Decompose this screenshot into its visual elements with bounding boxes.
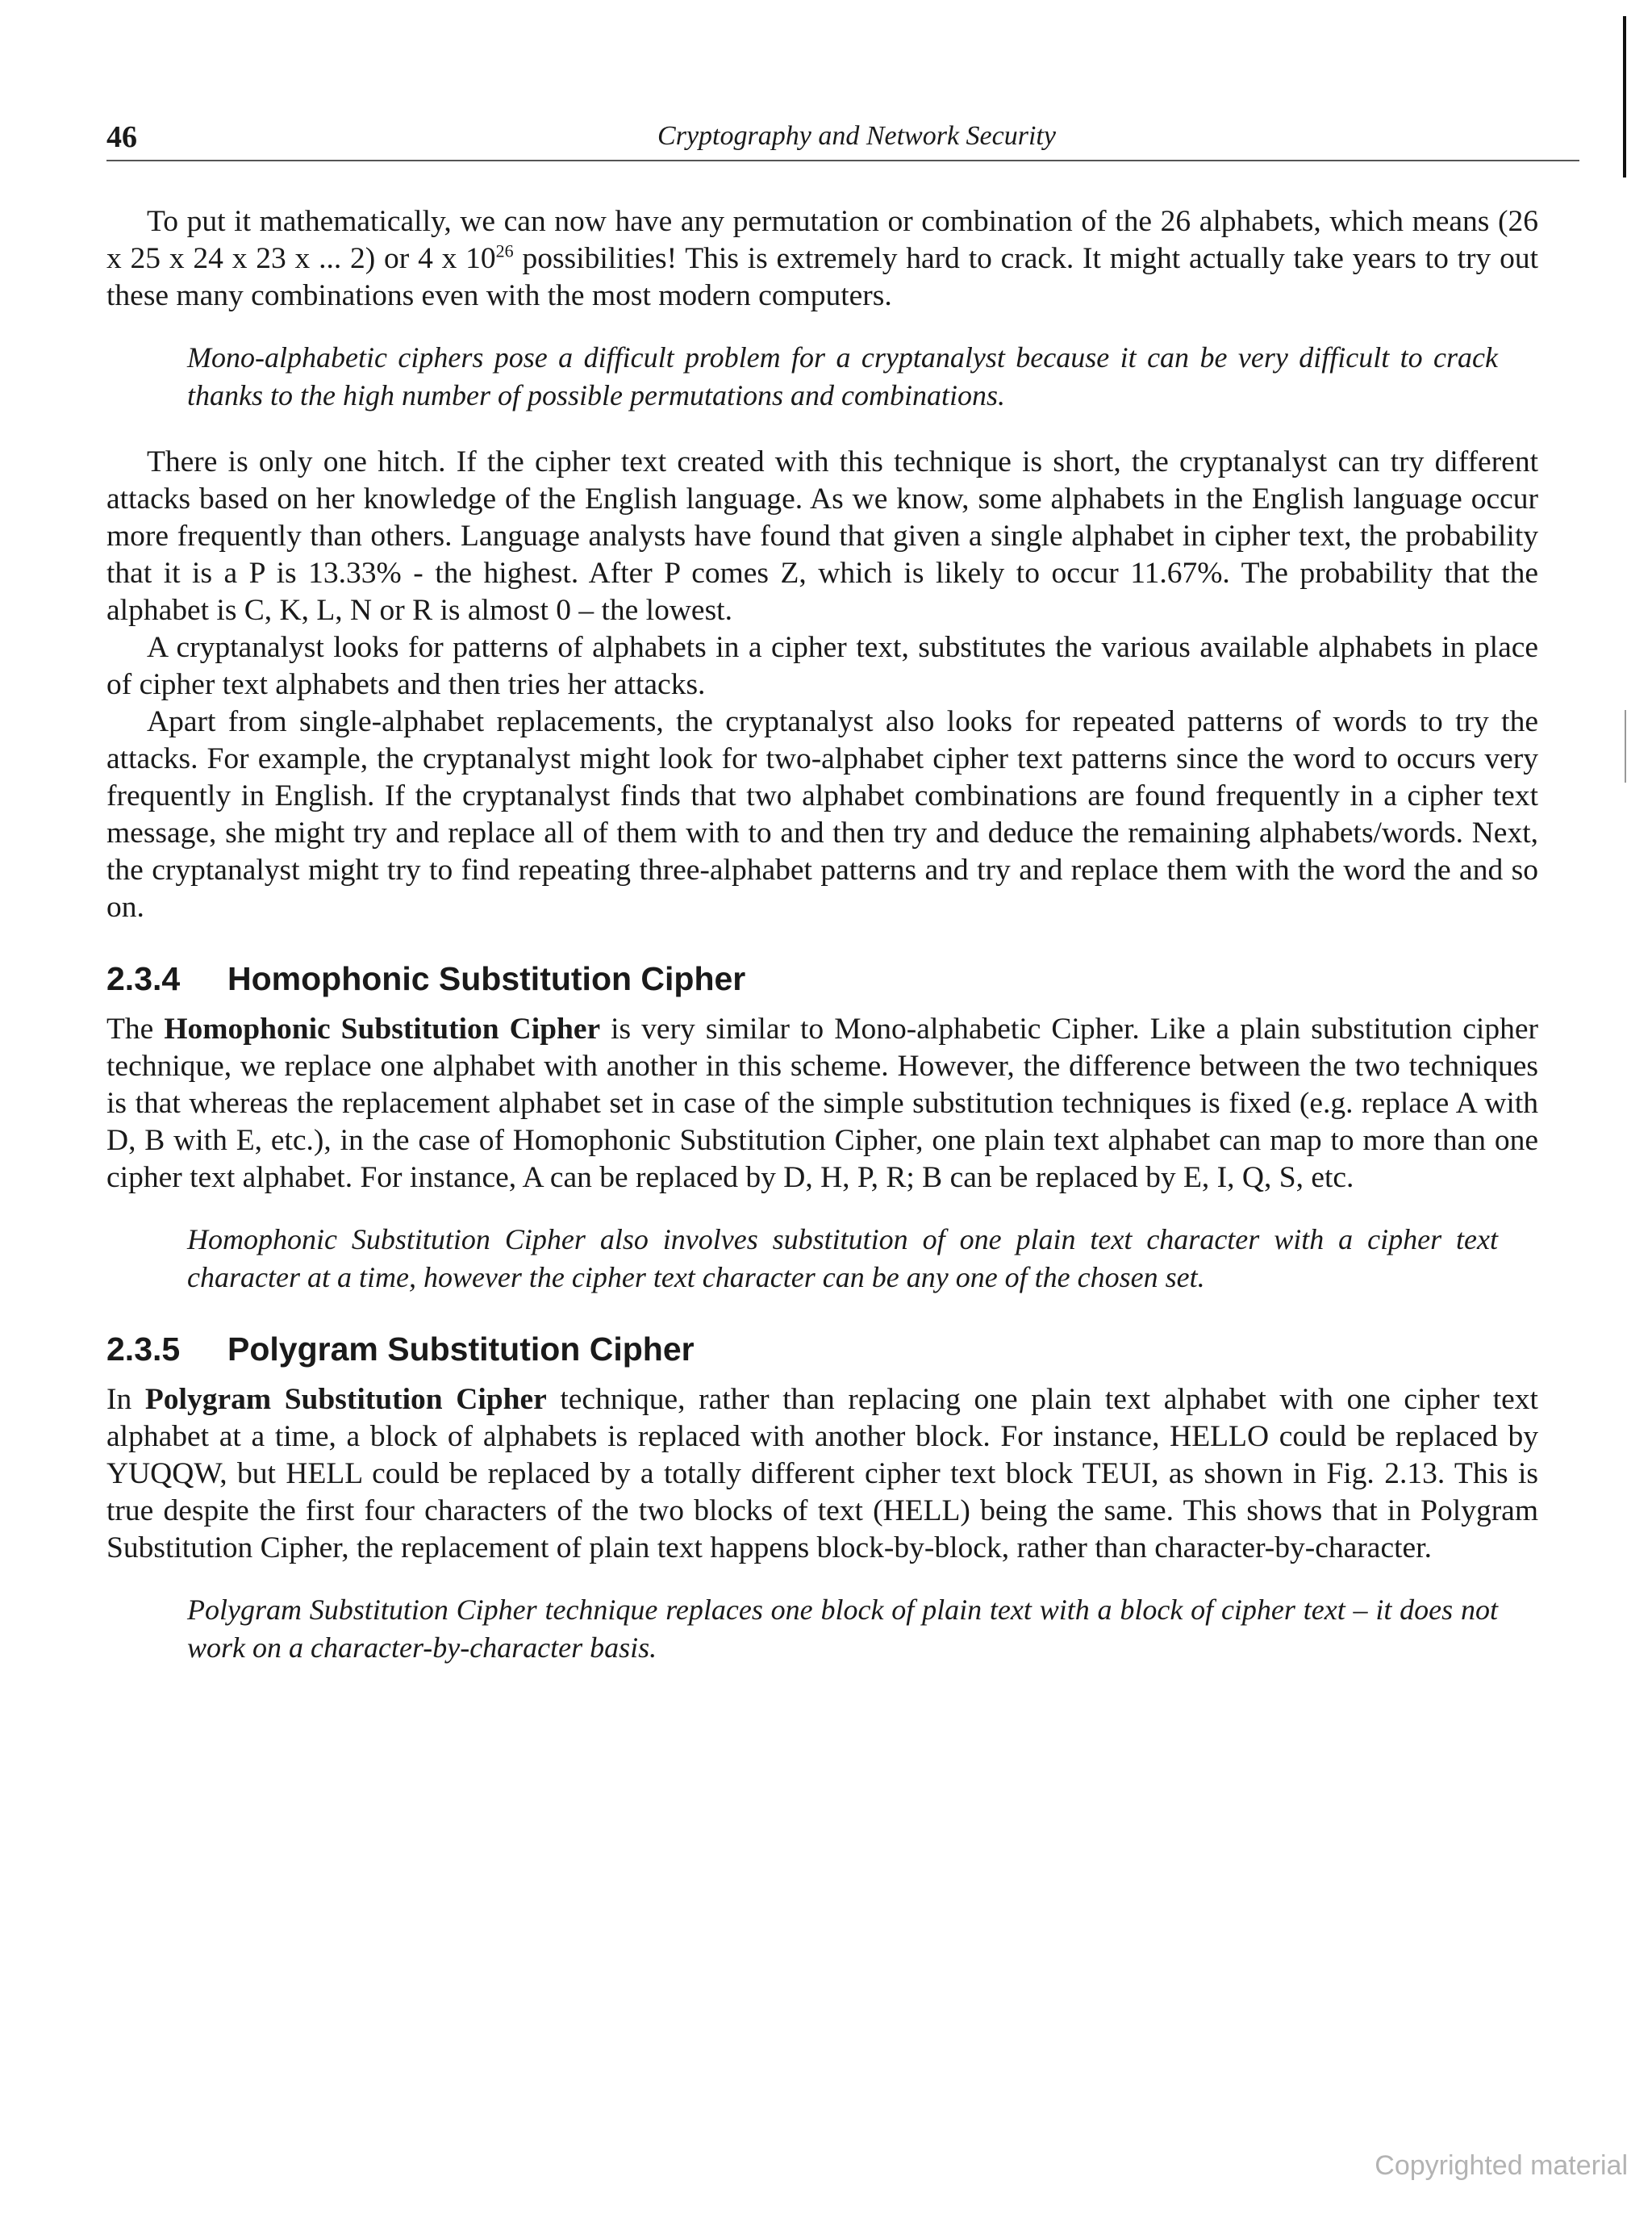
note-mono-alphabetic: Mono-alphabetic ciphers pose a difficult problem for a cryptanalyst because it can be very difficult to crack thanks to the high number of possible permutations and combinations. [187,341,1498,411]
intro-paragraph-1-text-b: possibilities! This is extremely hard to crack. It might actually take years to try out these many combinations even with the most modern computers. [106,242,1538,312]
header-rule [106,160,1579,161]
intro-paragraph-1 [106,203,1538,315]
section-heading-2-3-5 [106,1330,1538,1368]
intro-paragraph-3: A cryptanalyst looks for patterns of alphabets in a cipher text, substitutes the various available alphabets in place of cipher text alphabets and then tries her attacks. [106,631,1538,701]
section-heading-2-3-4 [106,960,1538,998]
page-edge-line [1623,16,1626,178]
section-number: 2.3.5 [106,1330,181,1368]
section-title: Homophonic Substitution Cipher [227,960,746,997]
bold-term: Polygram Substitution Cipher [144,1383,547,1416]
running-title: Cryptography and Network Security [657,121,1056,151]
page-header [106,119,1579,168]
paragraph-lead: In [106,1383,145,1416]
section-title: Polygram Substitution Cipher [227,1330,695,1368]
page-body [106,203,1538,1696]
bold-term: Homophonic Substitution Cipher [164,1013,601,1046]
exponent: 26 [495,240,514,261]
paragraph-lead: The [106,1013,165,1046]
page-edge-mark [1625,710,1626,783]
paragraph-rest: technique, rather than replacing one plain text alphabet with one cipher text alphabet at a time, a block of alphabets is replaced with another block. For instance, HELLO could be replaced by YUQQW, but HELL could be replaced by a totally different cipher text block TEUI, as shown in Fig. 2.13. This is true despite the first four characters of the two blocks of text (HELL) being the same. This shows that in Polygram Substitution Cipher, the replacement of plain text happens block-by-block, rather than character-by-character. [106,1383,1538,1564]
section-number: 2.3.4 [106,960,181,997]
page-number: 46 [106,120,137,154]
intro-paragraph-4: Apart from single-alphabet replacements, the cryptanalyst also looks for repeated patterns of words to try the attacks. For example, the cryptanalyst might look for two-alphabet cipher text patterns since the word to occurs very frequently in English. If the cryptanalyst finds that two alphabet combinations are found frequently in a cipher text message, she might try and replace all of them with to and then try and deduce the remaining alphabets/words. Next, the cryptanalyst might try to find repeating three-alphabet patterns and try and replace them with the word the and so on. [106,705,1538,924]
copyright-watermark: Copyrighted material [1375,2150,1628,2181]
paragraph-rest: is very similar to Mono-alphabetic Cipher. Like a plain substitution cipher technique, we replace one alphabet with another in this scheme. However, the difference between the two techniques is that whereas the replacement alphabet set in case of the simple substitution techniques is fixed (e.g. replace A with D, B with E, etc.), in the case of Homophonic Substitution Cipher, one plain text alphabet can map to more than one cipher text alphabet. For instance, A can be replaced by D, H, P, R; B can be replaced by E, I, Q, S, etc. [106,1013,1538,1194]
note-homophonic: Homophonic Substitution Cipher also involves substitution of one plain text character with a cipher text character at a time, however the cipher text character can be any one of the chosen set. [187,1223,1498,1293]
intro-paragraph-2: There is only one hitch. If the cipher text created with this technique is short, the cryptanalyst can try different attacks based on her knowledge of the English language. As we know, some alphabets in the English language occur more frequently than others. Language analysts have found that given a single alphabet in cipher text, the probability that it is a P is 13.33% - the highest. After P comes Z, which is likely to occur 11.67%. The probability that the alphabet is C, K, L, N or R is almost 0 – the lowest. [106,445,1538,627]
note-polygram: Polygram Substitution Cipher technique replaces one block of plain text with a block of cipher text – it does not work on a character-by-character basis. [187,1594,1498,1664]
homophonic-paragraph [106,1011,1538,1197]
intro-paragraph-1-text-a: To put it mathematically, we can now have any permutation or combination of the 26 alphabets, which means (26 x 25 x 24 x 23 x ... 2) or 4 x 10 [106,205,1538,275]
polygram-paragraph [106,1381,1538,1567]
